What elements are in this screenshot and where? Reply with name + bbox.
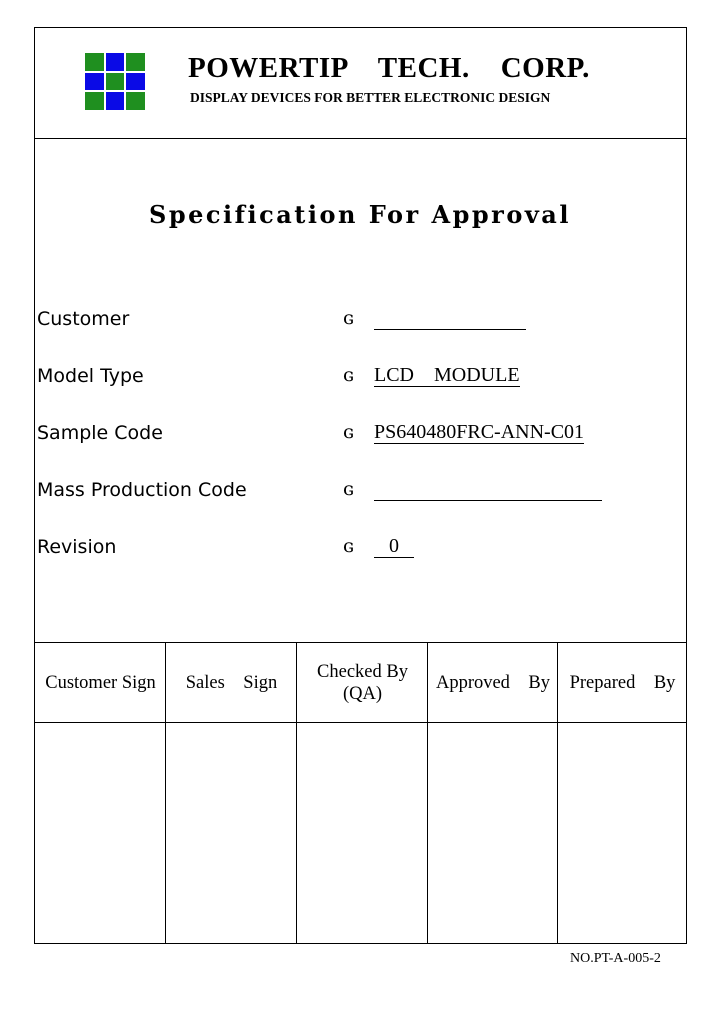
company-name: POWERTIP TECH. CORP. bbox=[188, 52, 590, 84]
logo-square bbox=[125, 91, 146, 111]
signature-box-approved bbox=[429, 724, 557, 944]
field-label-sample-code: Sample Code bbox=[37, 422, 163, 444]
signoff-column-divider bbox=[165, 642, 166, 944]
field-separator: ɢ bbox=[343, 421, 355, 443]
signature-box-customer bbox=[36, 724, 165, 944]
logo-square bbox=[84, 52, 105, 72]
logo-square bbox=[105, 52, 126, 72]
signature-box-checked bbox=[298, 724, 427, 944]
logo-square bbox=[125, 72, 146, 92]
field-separator: ɢ bbox=[343, 535, 355, 557]
field-label-mass-production-code: Mass Production Code bbox=[37, 479, 247, 501]
signoff-header-prepared-by: Prepared By bbox=[569, 673, 676, 693]
company-tagline: DISPLAY DEVICES FOR BETTER ELECTRONIC DESIGN bbox=[190, 90, 551, 105]
field-label-customer: Customer bbox=[37, 308, 130, 330]
logo-square bbox=[105, 72, 126, 92]
field-separator: ɢ bbox=[343, 478, 355, 500]
signature-box-prepared bbox=[559, 724, 686, 944]
signoff-column-divider bbox=[427, 642, 428, 944]
field-value-customer bbox=[374, 307, 526, 330]
logo-square bbox=[84, 91, 105, 111]
field-label-model-type: Model Type bbox=[37, 365, 144, 387]
logo-square bbox=[105, 91, 126, 111]
document-number: NO.PT-A-005-2 bbox=[570, 951, 661, 966]
field-value-revision: 0 bbox=[374, 535, 414, 557]
signoff-header-checked-by: Checked By (QA) bbox=[317, 662, 408, 704]
signoff-header-approved-by: Approved By bbox=[435, 673, 551, 693]
signoff-column-divider bbox=[557, 642, 558, 944]
signature-box-sales bbox=[167, 724, 296, 944]
page-title: Specification For Approval bbox=[149, 200, 571, 229]
company-logo bbox=[84, 52, 146, 111]
field-value-model-type: LCD MODULE bbox=[374, 364, 520, 386]
field-separator: ɢ bbox=[343, 364, 355, 386]
field-value-mass-production-code bbox=[374, 478, 602, 501]
field-label-revision: Revision bbox=[37, 536, 117, 558]
header-divider bbox=[34, 138, 687, 139]
field-value-sample-code: PS640480FRC-ANN-C01 bbox=[374, 421, 585, 443]
signoff-header-sales-sign: Sales Sign bbox=[185, 673, 278, 693]
logo-square bbox=[125, 52, 146, 72]
signoff-column-divider bbox=[296, 642, 297, 944]
field-separator: ɢ bbox=[343, 307, 355, 329]
signoff-header-customer-sign: Customer Sign bbox=[45, 673, 156, 693]
logo-square bbox=[84, 72, 105, 92]
